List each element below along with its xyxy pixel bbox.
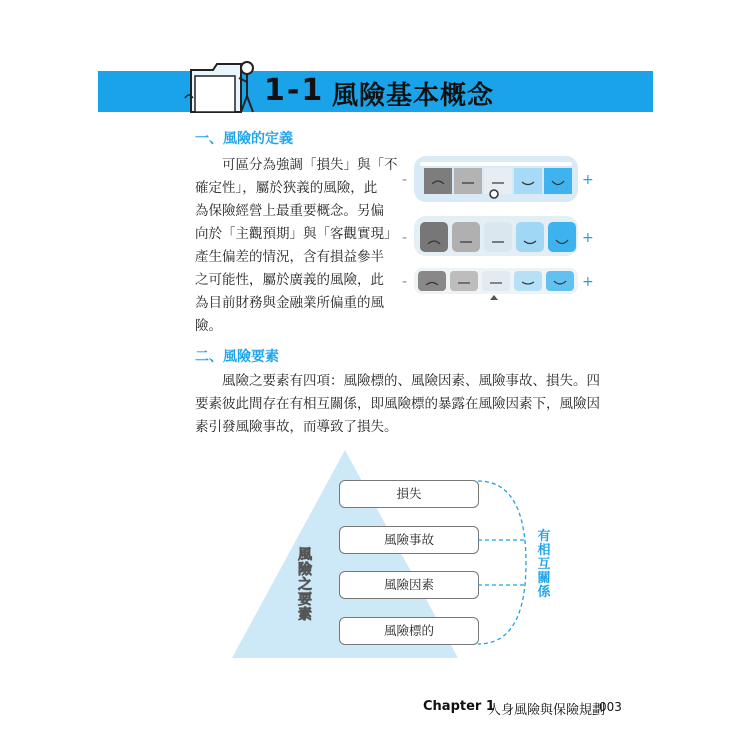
svg-text:+: +: [582, 274, 594, 290]
paragraph-line: 險。: [195, 318, 222, 334]
section-2-paragraph: [195, 370, 600, 439]
paragraph-line: 要素彼此間存在有相互關係，即風險標的暴露在風險因素下，風險因: [195, 396, 600, 412]
folder-mascot-icon: [183, 58, 261, 114]
pyramid-side-label: 風 險 之 要 素: [298, 547, 312, 623]
risk-emotion-scales: [400, 150, 600, 300]
paragraph-line: 產生偏差的情況，含有損益參半: [195, 249, 384, 265]
section-1-paragraph: [195, 154, 398, 338]
svg-text:+: +: [582, 230, 594, 246]
page-title: 風險基本概念: [332, 81, 495, 111]
relation-label: 有 相 互 關 係: [537, 529, 551, 600]
section-1-title: 一、風險的定義: [195, 131, 293, 147]
relation-dashed-bracket: [478, 478, 538, 648]
emotion-scale-2: [402, 216, 594, 256]
element-box-loss: 損失: [339, 480, 479, 508]
emotion-scale-1: [402, 156, 594, 202]
plus-sign: +: [582, 172, 594, 188]
section-2-title: 二、風險要素: [195, 349, 279, 365]
footer-chapter: Chapter 1: [423, 699, 495, 714]
page-number: 003: [599, 700, 622, 714]
emotion-scale-3: [402, 268, 594, 300]
paragraph-line: 向於「主觀預期」與「客觀實現」: [195, 226, 398, 242]
paragraph-line: 為目前財務與金融業所偏重的風: [195, 295, 384, 311]
paragraph-line: 素引發風險事故，而導致了損失。: [195, 419, 398, 435]
svg-text:-: -: [402, 230, 408, 246]
paragraph-line: 可區分為強調「損失」與「不: [195, 157, 398, 173]
minus-sign: -: [402, 172, 408, 188]
svg-text:-: -: [402, 274, 408, 290]
paragraph-line: 之可能性，屬於廣義的風險，此: [195, 272, 384, 288]
footer-book-title: 人身風險與保險規劃: [488, 703, 606, 718]
paragraph-line: 為保險經營上最重要概念。另偏: [195, 203, 384, 219]
paragraph-line: 風險之要素有四項：風險標的、風險因素、風險事故、損失。四: [195, 373, 600, 389]
element-box-peril: 風險事故: [339, 526, 479, 554]
element-box-exposure: 風險標的: [339, 617, 479, 645]
section-number: 1-1: [264, 73, 325, 108]
element-box-hazard: 風險因素: [339, 571, 479, 599]
paragraph-line: 確定性」，屬於狹義的風險，此: [195, 180, 378, 196]
